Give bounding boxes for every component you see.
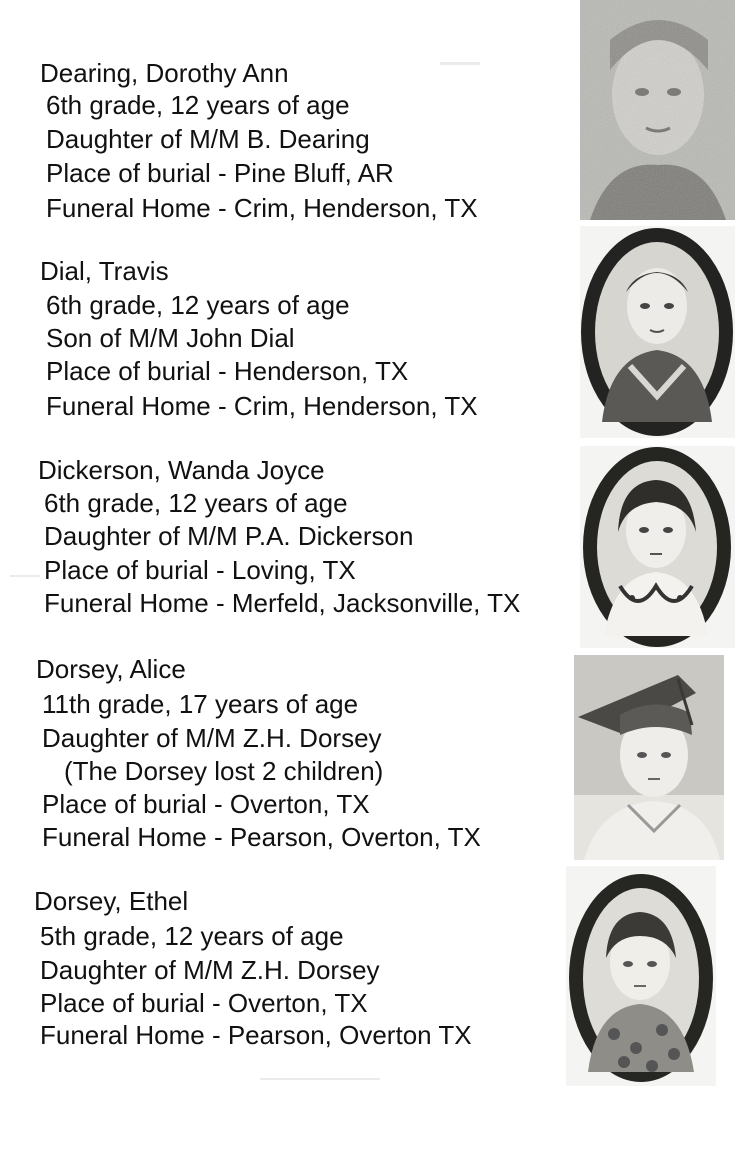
- entry-parents: Daughter of M/M Z.H. Dorsey: [40, 955, 380, 985]
- entry-burial: Place of burial - Henderson, TX: [46, 356, 409, 386]
- entry-funeral-home: Funeral Home - Pearson, Overton TX: [40, 1020, 472, 1050]
- entry-grade-age: 6th grade, 12 years of age: [46, 90, 350, 120]
- entry-funeral-home: Funeral Home - Crim, Henderson, TX: [46, 391, 478, 421]
- entry-parents: Daughter of M/M P.A. Dickerson: [44, 521, 414, 551]
- entry-burial: Place of burial - Overton, TX: [40, 988, 368, 1018]
- entry-grade-age: 6th grade, 12 years of age: [44, 488, 348, 518]
- entry-name: Dial, Travis: [40, 256, 169, 286]
- entry-funeral-home: Funeral Home - Merfeld, Jacksonville, TX: [44, 588, 521, 618]
- entry-parents: Daughter of M/M Z.H. Dorsey: [42, 723, 382, 753]
- scan-artifact: [260, 1078, 380, 1080]
- entry-funeral-home: Funeral Home - Pearson, Overton, TX: [42, 822, 481, 852]
- portrait-photo-dorsey-ethel: [566, 866, 716, 1086]
- entry-funeral-home: Funeral Home - Crim, Henderson, TX: [46, 193, 478, 223]
- scan-artifact: [10, 575, 40, 577]
- entry-burial: Place of burial - Overton, TX: [42, 789, 370, 819]
- entry-name: Dearing, Dorothy Ann: [40, 58, 289, 88]
- entry-grade-age: 5th grade, 12 years of age: [40, 921, 344, 951]
- entry-burial: Place of burial - Loving, TX: [44, 555, 356, 585]
- scan-artifact: [440, 62, 480, 65]
- entry-grade-age: 6th grade, 12 years of age: [46, 290, 350, 320]
- entry-grade-age: 11th grade, 17 years of age: [42, 689, 359, 719]
- entry-name: Dorsey, Alice: [36, 654, 186, 684]
- portrait-photo-dial: [580, 226, 735, 438]
- portrait-photo-dorsey-alice: [574, 655, 724, 860]
- entry-burial: Place of burial - Pine Bluff, AR: [46, 158, 394, 188]
- entry-name: Dickerson, Wanda Joyce: [38, 455, 325, 485]
- entry-note: (The Dorsey lost 2 children): [64, 756, 384, 786]
- entry-name: Dorsey, Ethel: [34, 886, 189, 916]
- portrait-photo-dearing: [580, 0, 735, 220]
- entry-parents: Son of M/M John Dial: [46, 323, 295, 353]
- portrait-photo-dickerson: [580, 446, 735, 648]
- entry-parents: Daughter of M/M B. Dearing: [46, 124, 370, 154]
